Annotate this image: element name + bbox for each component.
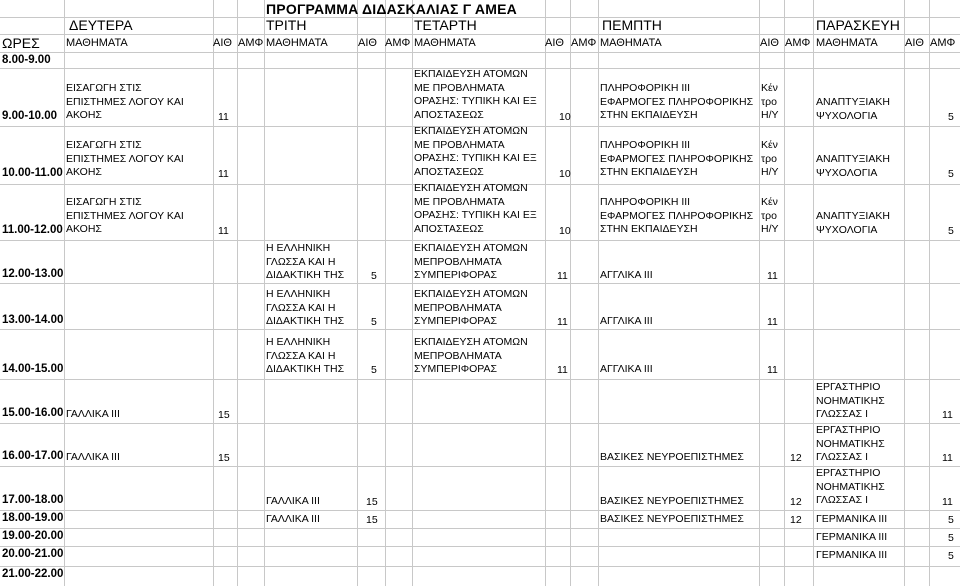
room-number: 5 bbox=[948, 532, 954, 544]
room-line: Κέν bbox=[761, 139, 778, 151]
course-wednesday-11 bbox=[414, 182, 537, 236]
course-wednesday-14 bbox=[414, 336, 528, 377]
course-line: ΕΦΑΡΜΟΓΕΣ ΠΛΗΡΟΦΟΡΙΚΗΣ bbox=[600, 95, 754, 108]
course-line: ΣΤΗΝ ΕΚΠΑΙΔΕΥΣΗ bbox=[600, 109, 698, 121]
room-header: ΑΙΘ bbox=[905, 37, 924, 49]
time-slot: 20.00-21.00 bbox=[2, 548, 64, 560]
course-line: ΕΚΠΑΙΔΕΥΣΗ ΑΤΟΜΩΝ bbox=[414, 182, 528, 194]
course-monday-16: ΓΑΛΛΙΚΑ ΙΙΙ bbox=[66, 451, 120, 463]
room-number: 11 bbox=[557, 316, 568, 328]
room-line: Η/Υ bbox=[761, 109, 779, 121]
course-thursday-14: ΑΓΓΛΙΚΑ ΙΙΙ bbox=[600, 363, 653, 375]
course-line: ΓΛΩΣΣΑΣ Ι bbox=[816, 408, 868, 420]
time-slot: 16.00-17.00 bbox=[2, 450, 64, 462]
room-number: 5 bbox=[948, 168, 954, 180]
day-thursday: ΠΕΜΠΤΗ bbox=[602, 17, 662, 33]
course-wednesday-9 bbox=[414, 68, 537, 122]
course-line: ΨΥΧΟΛΟΓΙΑ bbox=[816, 109, 878, 122]
room-number: 15 bbox=[366, 514, 378, 526]
room-number: 11 bbox=[218, 111, 229, 123]
room-number: 11 bbox=[218, 168, 229, 180]
course-line: ΓΛΩΣΣΑ ΚΑΙ Η bbox=[266, 349, 336, 362]
course-line: ΕΠΙΣΤΗΜΕΣ ΛΟΓΟΥ ΚΑΙ bbox=[66, 152, 184, 165]
room-number: 5 bbox=[371, 270, 377, 282]
time-slot: 10.00-11.00 bbox=[2, 167, 63, 179]
course-line: ΠΛΗΡΟΦΟΡΙΚΗ ΙΙΙ bbox=[600, 139, 691, 151]
time-slot: 15.00-16.00 bbox=[2, 407, 64, 419]
room-number: 5 bbox=[948, 514, 954, 526]
course-line: ΓΛΩΣΣΑΣ Ι bbox=[816, 494, 868, 506]
course-thursday-13: ΑΓΓΛΙΚΑ ΙΙΙ bbox=[600, 315, 653, 327]
room-pc-lab bbox=[761, 196, 779, 237]
course-line: ΕΚΠΑΙΔΕΥΣΗ ΑΤΟΜΩΝ bbox=[414, 125, 528, 137]
room-pc-lab bbox=[761, 82, 779, 123]
room-number: 12 bbox=[790, 452, 802, 464]
room-pc-lab bbox=[761, 139, 779, 180]
room-number: 11 bbox=[767, 316, 778, 328]
course-line: ΟΡΑΣΗΣ: ΤΥΠΙΚΗ ΚΑΙ ΕΞ bbox=[414, 152, 537, 164]
room-number: 5 bbox=[371, 364, 377, 376]
time-slot: 19.00-20.00 bbox=[2, 530, 64, 542]
course-line: ΕΡΓΑΣΤΗΡΙΟ bbox=[816, 467, 881, 479]
room-number: 10 bbox=[559, 225, 571, 237]
course-line: ΑΚΟΗΣ bbox=[66, 223, 102, 235]
course-line: ΕΚΠΑΙΔΕΥΣΗ ΑΤΟΜΩΝ bbox=[414, 288, 528, 300]
courses-header: ΜΑΘΗΜΑΤΑ bbox=[816, 37, 878, 49]
course-line: ΑΠΟΣΤΑΣΕΩΣ bbox=[414, 165, 484, 178]
course-line: ΣΤΗΝ ΕΚΠΑΙΔΕΥΣΗ bbox=[600, 223, 698, 235]
course-line: ΣΤΗΝ ΕΚΠΑΙΔΕΥΣΗ bbox=[600, 166, 698, 178]
room-number: 15 bbox=[218, 409, 230, 421]
course-line: ΕΚΠΑΙΔΕΥΣΗ ΑΤΟΜΩΝ bbox=[414, 242, 528, 254]
time-slot: 12.00-13.00 bbox=[2, 268, 64, 280]
room-number: 11 bbox=[767, 364, 778, 376]
courses-header: ΜΑΘΗΜΑΤΑ bbox=[66, 37, 128, 49]
course-line: ΑΝΑΠΤΥΞΙΑΚΗ bbox=[816, 210, 890, 222]
course-thursday-9 bbox=[600, 82, 753, 123]
room-line: τρο bbox=[761, 95, 777, 108]
course-thursday-16: ΒΑΣΙΚΕΣ ΝΕΥΡΟΕΠΙΣΤΗΜΕΣ bbox=[600, 451, 744, 463]
room-number: 11 bbox=[942, 496, 953, 508]
day-friday: ΠΑΡΑΣΚΕΥΗ bbox=[816, 17, 900, 33]
course-line: ΑΠΟΣΤΑΣΕΩΣ bbox=[414, 222, 484, 235]
course-thursday-18: ΒΑΣΙΚΕΣ ΝΕΥΡΟΕΠΙΣΤΗΜΕΣ bbox=[600, 513, 744, 525]
course-line: ΕΡΓΑΣΤΗΡΙΟ bbox=[816, 381, 881, 393]
room-line: Η/Υ bbox=[761, 166, 779, 178]
course-monday-15: ΓΑΛΛΙΚΑ ΙΙΙ bbox=[66, 408, 120, 420]
room-line: τρο bbox=[761, 209, 777, 222]
amf-header: ΑΜΦ bbox=[785, 37, 811, 49]
course-line: ΑΝΑΠΤΥΞΙΑΚΗ bbox=[816, 153, 890, 165]
course-friday-11 bbox=[816, 210, 890, 237]
day-monday: ΔΕΥΤΕΡΑ bbox=[69, 17, 133, 33]
page-title: ΠΡΟΓΡΑΜΜΑ ΔΙΔΑΣΚΑΛΙΑΣ Γ ΑΜΕΑ bbox=[266, 1, 517, 17]
course-friday-18: ΓΕΡΜΑΝΙΚΑ ΙΙΙ bbox=[816, 513, 888, 525]
time-slot: 21.00-22.00 bbox=[2, 568, 64, 580]
course-friday-19: ΓΕΡΜΑΝΙΚΑ ΙΙΙ bbox=[816, 531, 888, 543]
course-friday-20: ΓΕΡΜΑΝΙΚΑ ΙΙΙ bbox=[816, 549, 888, 561]
course-line: ΜΕ ΠΡΟΒΛΗΜΑΤΑ bbox=[414, 195, 505, 208]
course-line: ΓΛΩΣΣΑ ΚΑΙ Η bbox=[266, 301, 336, 314]
room-line: Κέν bbox=[761, 196, 778, 208]
room-number: 12 bbox=[790, 514, 802, 526]
course-wednesday-13 bbox=[414, 288, 528, 329]
course-friday-17 bbox=[816, 467, 885, 508]
course-line: ΠΛΗΡΟΦΟΡΙΚΗ ΙΙΙ bbox=[600, 196, 691, 208]
course-line: ΓΛΩΣΣΑΣ Ι bbox=[816, 451, 868, 463]
course-tuesday-13 bbox=[266, 288, 344, 329]
course-tuesday-14 bbox=[266, 336, 344, 377]
room-header: ΑΙΘ bbox=[213, 37, 232, 49]
time-slot: 18.00-19.00 bbox=[2, 512, 64, 524]
course-line: ΑΠΟΣΤΑΣΕΩΣ bbox=[414, 108, 484, 121]
course-line: ΜΕΠΡΟΒΛΗΜΑΤΑ bbox=[414, 255, 502, 268]
room-line: τρο bbox=[761, 152, 777, 165]
time-slot: 11.00-12.00 bbox=[2, 224, 63, 236]
courses-header: ΜΑΘΗΜΑΤΑ bbox=[414, 37, 476, 49]
course-friday-16 bbox=[816, 424, 885, 465]
room-number: 11 bbox=[942, 452, 953, 464]
course-friday-10 bbox=[816, 153, 890, 180]
course-line: ΕΙΣΑΓΩΓΗ ΣΤΙΣ bbox=[66, 196, 142, 208]
course-line: ΣΥΜΠΕΡΙΦΟΡΑΣ bbox=[414, 363, 498, 375]
amf-header: ΑΜΦ bbox=[238, 37, 264, 49]
course-line: ΑΚΟΗΣ bbox=[66, 166, 102, 178]
course-line: ΔΙΔΑΚΤΙΚΗ ΤΗΣ bbox=[266, 269, 345, 281]
day-tuesday: ΤΡΙΤΗ bbox=[266, 17, 307, 33]
amf-header: ΑΜΦ bbox=[571, 37, 597, 49]
room-number: 11 bbox=[767, 270, 778, 282]
course-line: ΨΥΧΟΛΟΓΙΑ bbox=[816, 223, 878, 236]
room-number: 15 bbox=[218, 452, 230, 464]
course-line: ΠΛΗΡΟΦΟΡΙΚΗ ΙΙΙ bbox=[600, 82, 691, 94]
course-line: ΜΕΠΡΟΒΛΗΜΑΤΑ bbox=[414, 349, 502, 362]
room-number: 11 bbox=[218, 225, 229, 237]
course-line: ΓΛΩΣΣΑ ΚΑΙ Η bbox=[266, 255, 336, 268]
room-number: 5 bbox=[371, 316, 377, 328]
course-tuesday-12 bbox=[266, 242, 344, 283]
amf-header: ΑΜΦ bbox=[930, 37, 956, 49]
course-tuesday-17: ΓΑΛΛΙΚΑ ΙΙΙ bbox=[266, 495, 320, 507]
course-line: ΑΚΟΗΣ bbox=[66, 109, 102, 121]
time-slot: 8.00-9.00 bbox=[2, 54, 51, 66]
room-number: 11 bbox=[557, 270, 568, 282]
courses-header: ΜΑΘΗΜΑΤΑ bbox=[600, 37, 662, 49]
room-header: ΑΙΘ bbox=[760, 37, 779, 49]
room-number: 5 bbox=[948, 111, 954, 123]
course-line: ΝΟΗΜΑΤΙΚΗΣ bbox=[816, 394, 885, 407]
course-line: ΕΠΙΣΤΗΜΕΣ ΛΟΓΟΥ ΚΑΙ bbox=[66, 209, 184, 222]
hours-header: ΩΡΕΣ bbox=[2, 35, 40, 51]
course-line: ΕΦΑΡΜΟΓΕΣ ΠΛΗΡΟΦΟΡΙΚΗΣ bbox=[600, 209, 754, 222]
amf-header: ΑΜΦ bbox=[385, 37, 411, 49]
course-line: ΕΚΠΑΙΔΕΥΣΗ ΑΤΟΜΩΝ bbox=[414, 336, 528, 348]
course-line: ΕΠΙΣΤΗΜΕΣ ΛΟΓΟΥ ΚΑΙ bbox=[66, 95, 184, 108]
room-number: 15 bbox=[366, 496, 378, 508]
course-line: ΕΙΣΑΓΩΓΗ ΣΤΙΣ bbox=[66, 82, 142, 94]
course-line: ΔΙΔΑΚΤΙΚΗ ΤΗΣ bbox=[266, 363, 345, 375]
room-number: 5 bbox=[948, 225, 954, 237]
course-thursday-17: ΒΑΣΙΚΕΣ ΝΕΥΡΟΕΠΙΣΤΗΜΕΣ bbox=[600, 495, 744, 507]
course-thursday-12: ΑΓΓΛΙΚΑ ΙΙΙ bbox=[600, 269, 653, 281]
course-line: ΣΥΜΠΕΡΙΦΟΡΑΣ bbox=[414, 315, 498, 327]
room-number: 12 bbox=[790, 496, 802, 508]
course-line: Η ΕΛΛΗΝΙΚΗ bbox=[266, 288, 331, 300]
course-monday-9 bbox=[66, 82, 184, 123]
room-number: 11 bbox=[942, 409, 953, 421]
course-thursday-11 bbox=[600, 196, 753, 237]
course-line: ΝΟΗΜΑΤΙΚΗΣ bbox=[816, 480, 885, 493]
day-wednesday: ΤΕΤΑΡΤΗ bbox=[414, 17, 477, 33]
course-wednesday-12 bbox=[414, 242, 528, 283]
room-line: Η/Υ bbox=[761, 223, 779, 235]
time-slot: 9.00-10.00 bbox=[2, 110, 57, 122]
course-line: ΜΕ ΠΡΟΒΛΗΜΑΤΑ bbox=[414, 81, 505, 94]
course-line: ΕΚΠΑΙΔΕΥΣΗ ΑΤΟΜΩΝ bbox=[414, 68, 528, 80]
time-slot: 13.00-14.00 bbox=[2, 314, 64, 326]
time-slot: 14.00-15.00 bbox=[2, 363, 64, 375]
room-number: 10 bbox=[559, 111, 571, 123]
course-line: ΔΙΔΑΚΤΙΚΗ ΤΗΣ bbox=[266, 315, 345, 327]
course-line: ΟΡΑΣΗΣ: ΤΥΠΙΚΗ ΚΑΙ ΕΞ bbox=[414, 95, 537, 107]
course-line: ΝΟΗΜΑΤΙΚΗΣ bbox=[816, 437, 885, 450]
courses-header: ΜΑΘΗΜΑΤΑ bbox=[266, 37, 328, 49]
course-line: ΜΕ ΠΡΟΒΛΗΜΑΤΑ bbox=[414, 138, 505, 151]
course-line: ΑΝΑΠΤΥΞΙΑΚΗ bbox=[816, 96, 890, 108]
course-line: ΕΦΑΡΜΟΓΕΣ ΠΛΗΡΟΦΟΡΙΚΗΣ bbox=[600, 152, 754, 165]
course-line: ΟΡΑΣΗΣ: ΤΥΠΙΚΗ ΚΑΙ ΕΞ bbox=[414, 209, 537, 221]
course-line: ΕΙΣΑΓΩΓΗ ΣΤΙΣ bbox=[66, 139, 142, 151]
room-number: 11 bbox=[557, 364, 568, 376]
course-monday-10 bbox=[66, 139, 184, 180]
time-slot: 17.00-18.00 bbox=[2, 494, 64, 506]
course-wednesday-10 bbox=[414, 125, 537, 179]
room-header: ΑΙΘ bbox=[545, 37, 564, 49]
course-monday-11 bbox=[66, 196, 184, 237]
course-line: Η ΕΛΛΗΝΙΚΗ bbox=[266, 336, 331, 348]
course-line: ΣΥΜΠΕΡΙΦΟΡΑΣ bbox=[414, 269, 498, 281]
room-number: 5 bbox=[948, 550, 954, 562]
room-number: 10 bbox=[559, 168, 571, 180]
room-header: ΑΙΘ bbox=[358, 37, 377, 49]
course-line: ΕΡΓΑΣΤΗΡΙΟ bbox=[816, 424, 881, 436]
course-tuesday-18: ΓΑΛΛΙΚΑ ΙΙΙ bbox=[266, 513, 320, 525]
course-line: Η ΕΛΛΗΝΙΚΗ bbox=[266, 242, 331, 254]
course-line: ΨΥΧΟΛΟΓΙΑ bbox=[816, 166, 878, 179]
course-friday-15 bbox=[816, 381, 885, 422]
room-line: Κέν bbox=[761, 82, 778, 94]
course-friday-9 bbox=[816, 96, 890, 123]
course-thursday-10 bbox=[600, 139, 753, 180]
course-line: ΜΕΠΡΟΒΛΗΜΑΤΑ bbox=[414, 301, 502, 314]
